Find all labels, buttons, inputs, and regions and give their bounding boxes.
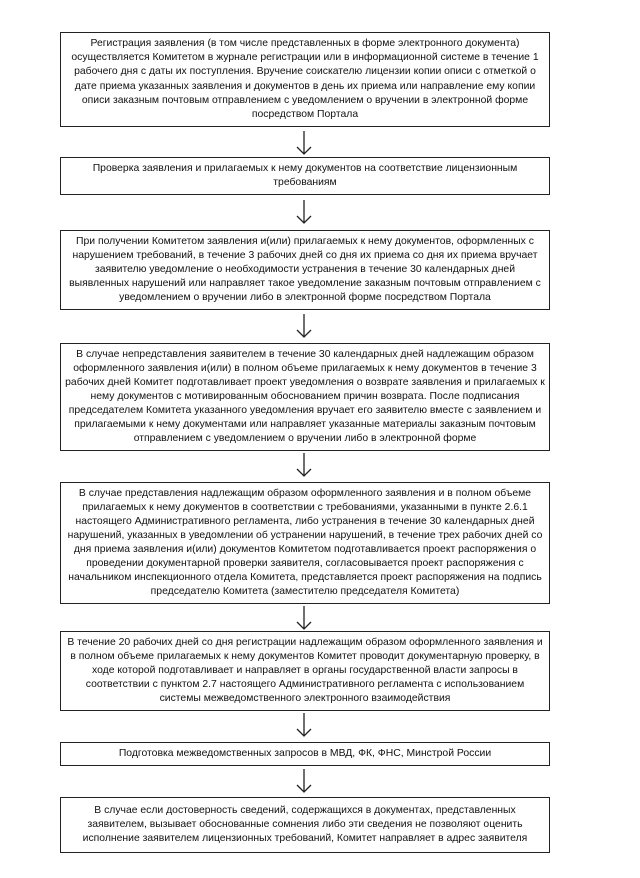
step-doubtful-information-text: В случае если достоверность сведений, содержащихся в документах, представленных заявителем, вызывает обоснованные сомнения либо эти сведения не позволяют оценить исполнение заявителем лицензионных требований, Комитет направляет в адрес заявителя [82,804,528,845]
arrow-down-icon [294,199,314,225]
step-check-documents [60,157,550,195]
step-violation-notice [60,230,550,310]
step-return-application-text: В случае непредставления заявителем в течение 30 календарных дней надлежащим образом оформленного заявления и(или) в полном объеме прилагаемых к нему документов в течение 3 рабочих дней Комитет подготавливает проект уведомления о возврате заявления и прилагаемых к нему документов с мотивированным обоснованием причин возврата. После подписания председателем Комитета указанного уведомления вручает его заявителю вместе с заявлением и прилагаемыми к нему документами или направляет указанные материалы заказным почтовым отправлением с уведомлением о вручении либо в электронной форме [65,348,545,445]
arrow-down-icon [294,452,314,478]
step-violation-notice-text: При получении Комитетом заявления и(или) прилагаемых к нему документов, оформленных с нарушением требований, в течение 3 рабочих дней со дня их приема со дня их приема вручает заявителю уведомление о необходимости устранения в течение 30 календарных дней выявленных нарушений или направляет такое уведомление заказным почтовым отправлением с уведомлением о вручении либо в электронной форме посредством Портала [69,235,541,304]
step-documentary-check-text: В течение 20 рабочих дней со дня регистрации надлежащим образом оформленного заявления и в полном объеме прилагаемых к нему документов Комитет проводит документарную проверку, в ходе которой подготавливает и направляет в органы государственной власти запросы в соответствии с пунктом 2.7 настоящего Административного регламента с использованием системы межведомственного электронного взаимодействия [67,636,543,705]
step-inspection-order-text: В случае представления надлежащим образом оформленного заявления и в полном объеме прилагаемых к нему документов в соответствии с требованиями, указанными в пункте 2.6.1 настоящего Административного регламента, либо устранения в течение 30 календарных дней нарушений, указанных в уведомлении об устранении нарушений, в течение трех рабочих дней со дня приема заявления и(или) документов Комитетом подготавливается проект распоряжения о проведении документарной проверки заявителя, согласовывается проект распоряжения с начальником инспекционного отдела Комитета, представляется проект распоряжения на подпись председателю Комитета (заместителю председателя Комитета) [67,487,543,598]
arrow-down-4 [294,452,314,478]
arrow-down-1 [294,130,314,156]
arrow-down-icon [294,768,314,794]
step-doubtful-information [60,797,550,853]
arrow-down-icon [294,130,314,156]
arrow-down-icon [294,605,314,631]
step-return-application [60,343,550,451]
step-inspection-order [60,482,550,604]
arrow-down-2 [294,199,314,225]
step-interagency-requests [60,742,550,766]
step-check-documents-text: Проверка заявления и прилагаемых к нему документов на соответствие лицензионным требованиям [92,162,518,188]
step-interagency-requests-text: Подготовка межведомственных запросов в МВД, ФК, ФНС, Минстрой России [118,747,492,759]
arrow-down-5 [294,605,314,631]
arrow-down-6 [294,712,314,738]
step-documentary-check [60,631,550,711]
arrow-down-icon [294,313,314,339]
step-registration-text: Регистрация заявления (в том числе представленных в форме электронного документа) осуществляется Комитетом в журнале регистрации или в информационной системе в течение 1 рабочего дня с даты их поступления. Вручение соискателю лицензии копии описи с отметкой о дате приема указанных заявления и документов в день их приема или направление ему копии описи заказным почтовым отправлением с уведомлением о вручении в электронной форме посредством Портала [71,38,539,120]
arrow-down-7 [294,768,314,794]
arrow-down-3 [294,313,314,339]
arrow-down-icon [294,712,314,738]
step-registration [60,32,550,127]
